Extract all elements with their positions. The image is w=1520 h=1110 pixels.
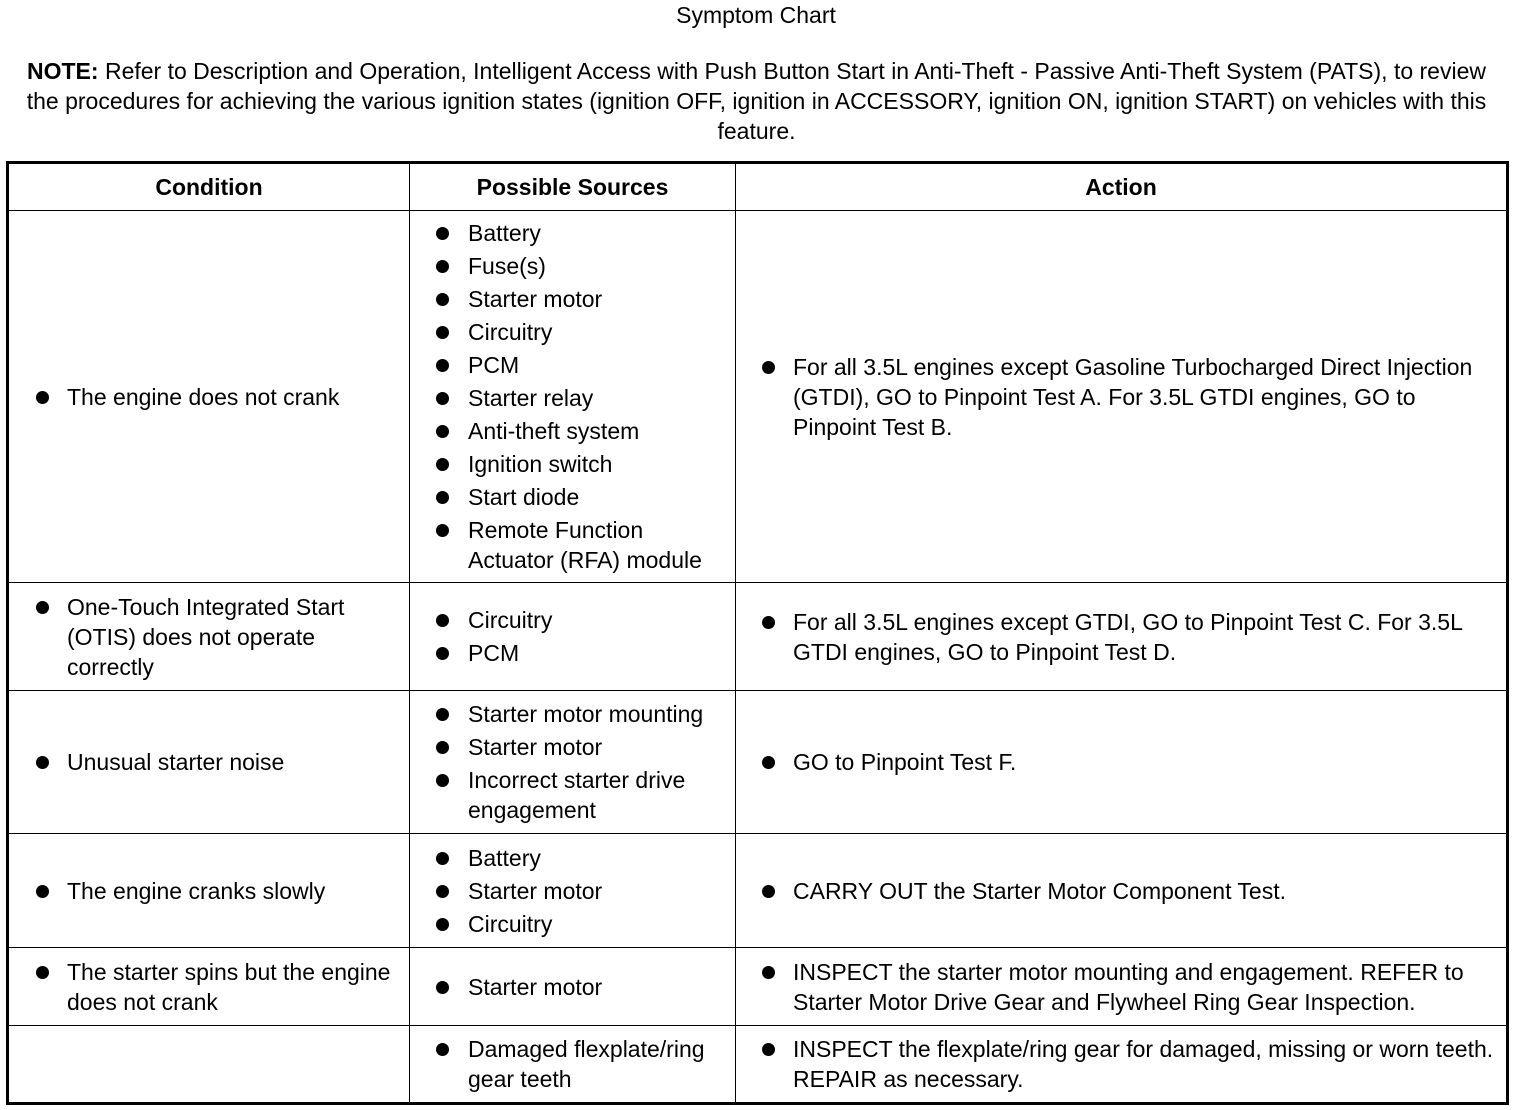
source-item bbox=[410, 251, 735, 281]
source-text: Start diode bbox=[468, 484, 580, 510]
bullet-icon bbox=[436, 392, 449, 405]
bullet-icon bbox=[436, 491, 449, 504]
source-item bbox=[410, 218, 735, 248]
source-text: Starter motor mounting bbox=[468, 701, 704, 727]
source-text: Ignition switch bbox=[468, 451, 613, 477]
action-text: GO to Pinpoint Test F. bbox=[793, 749, 1017, 775]
action-text: CARRY OUT the Starter Motor Component Test. bbox=[793, 877, 1287, 904]
source-text: Battery bbox=[468, 844, 541, 871]
condition-item bbox=[9, 592, 409, 682]
action-item bbox=[736, 957, 1506, 1017]
source-item bbox=[410, 383, 735, 413]
table-row bbox=[8, 583, 1508, 691]
bullet-icon bbox=[436, 359, 449, 372]
source-text: Circuitry bbox=[468, 319, 553, 345]
bullet-icon bbox=[36, 966, 49, 979]
source-text: PCM bbox=[468, 352, 520, 378]
bullet-icon bbox=[436, 524, 449, 537]
sources-cell bbox=[410, 948, 736, 1026]
source-item bbox=[410, 638, 735, 668]
action-cell bbox=[736, 948, 1508, 1026]
source-text: Circuitry bbox=[468, 910, 553, 937]
action-item bbox=[736, 352, 1506, 442]
source-text: Starter motor bbox=[468, 877, 603, 904]
bullet-icon bbox=[36, 391, 49, 404]
action-text: INSPECT the flexplate/ring gear for damaged, missing or worn teeth. REPAIR as necessary. bbox=[793, 1036, 1494, 1092]
source-item bbox=[410, 449, 735, 479]
action-text: For all 3.5L engines except GTDI, GO to Pinpoint Test C. For 3.5L GTDI engines, GO to Pinpoint Test D. bbox=[793, 608, 1463, 665]
action-text: INSPECT the starter motor mounting and engagement. REFER to Starter Motor Drive Gear and Flywheel Ring Gear Inspection. bbox=[793, 958, 1464, 1015]
source-text: PCM bbox=[468, 640, 520, 666]
action-cell bbox=[736, 583, 1508, 691]
action-cell bbox=[736, 1026, 1508, 1104]
condition-cell bbox=[8, 583, 410, 691]
source-item bbox=[410, 843, 735, 873]
condition-text: The engine cranks slowly bbox=[67, 877, 326, 904]
bullet-icon bbox=[436, 614, 449, 627]
table-row bbox=[8, 948, 1508, 1026]
bullet-icon bbox=[436, 227, 449, 240]
source-item bbox=[410, 482, 735, 512]
bullet-icon bbox=[36, 601, 49, 614]
bullet-icon bbox=[436, 741, 449, 754]
note-text: Refer to Description and Operation, Intelligent Access with Push Button Start in Anti-Theft - Passive Anti-Theft System (PATS), to review the procedures for achieving the various ignition states (ignition OFF, ignition in ACCESSORY, ignition ON, ignition START) on vehicles with this feature. bbox=[26, 58, 1487, 144]
table-row bbox=[8, 834, 1508, 948]
bullet-icon bbox=[436, 1043, 449, 1056]
condition-cell bbox=[8, 691, 410, 834]
bullet-icon bbox=[436, 326, 449, 339]
bullet-icon bbox=[436, 647, 449, 660]
bullet-icon bbox=[36, 756, 49, 769]
source-item bbox=[410, 699, 735, 729]
condition-item bbox=[9, 382, 409, 412]
source-text: Remote Function Actuator (RFA) module bbox=[468, 517, 702, 573]
source-text: Starter relay bbox=[468, 385, 594, 411]
source-item bbox=[410, 605, 735, 635]
sources-cell bbox=[410, 211, 736, 583]
symptom-chart-table bbox=[6, 161, 1509, 1105]
note-paragraph bbox=[8, 56, 1505, 146]
note-label: NOTE: bbox=[27, 58, 99, 84]
header-condition: Condition bbox=[8, 163, 410, 211]
bullet-icon bbox=[436, 885, 449, 898]
condition-text: The engine does not crank bbox=[67, 383, 340, 410]
header-action: Action bbox=[736, 163, 1508, 211]
table-row bbox=[8, 691, 1508, 834]
bullet-icon bbox=[36, 885, 49, 898]
source-item bbox=[410, 876, 735, 906]
bullet-icon bbox=[436, 774, 449, 787]
source-item bbox=[410, 1034, 735, 1094]
page-title: Symptom Chart bbox=[676, 2, 836, 28]
table-row bbox=[8, 1026, 1508, 1104]
table-row bbox=[8, 211, 1508, 583]
condition-cell-empty bbox=[8, 1026, 410, 1104]
bullet-icon bbox=[436, 425, 449, 438]
header-possible-sources: Possible Sources bbox=[410, 163, 736, 211]
bullet-icon bbox=[762, 885, 775, 898]
bullet-icon bbox=[762, 616, 775, 629]
bullet-icon bbox=[762, 966, 775, 979]
source-item bbox=[410, 732, 735, 762]
bullet-icon bbox=[436, 458, 449, 471]
sources-cell bbox=[410, 583, 736, 691]
bullet-icon bbox=[436, 260, 449, 273]
source-text: Starter motor bbox=[468, 286, 603, 312]
action-item bbox=[736, 876, 1506, 906]
condition-text: One-Touch Integrated Start (OTIS) does not operate correctly bbox=[67, 593, 345, 680]
action-text: For all 3.5L engines except Gasoline Turbocharged Direct Injection (GTDI), GO to Pinpoint Test A. For 3.5L GTDI engines, GO to Pinpoint Test B. bbox=[793, 353, 1473, 440]
action-cell bbox=[736, 834, 1508, 948]
source-text: Fuse(s) bbox=[468, 253, 546, 279]
source-item bbox=[410, 909, 735, 939]
source-text: Starter motor bbox=[468, 734, 603, 760]
source-text: Circuitry bbox=[468, 607, 553, 633]
source-item bbox=[410, 972, 735, 1002]
condition-item bbox=[9, 876, 409, 906]
source-item bbox=[410, 765, 735, 825]
bullet-icon bbox=[762, 756, 775, 769]
sources-cell bbox=[410, 834, 736, 948]
source-item bbox=[410, 515, 735, 575]
source-text: Damaged flexplate/ring gear teeth bbox=[468, 1036, 705, 1092]
bullet-icon bbox=[762, 1043, 775, 1056]
source-text: Battery bbox=[468, 220, 541, 246]
condition-cell bbox=[8, 211, 410, 583]
action-cell bbox=[736, 691, 1508, 834]
condition-text: Unusual starter noise bbox=[67, 749, 285, 775]
condition-text: The starter spins but the engine does not crank bbox=[67, 958, 391, 1015]
source-text: Anti-theft system bbox=[468, 418, 640, 444]
source-item bbox=[410, 284, 735, 314]
sources-cell bbox=[410, 1026, 736, 1104]
bullet-icon bbox=[436, 852, 449, 865]
action-item bbox=[736, 1034, 1506, 1094]
source-text: Incorrect starter drive engagement bbox=[468, 767, 686, 823]
bullet-icon bbox=[436, 918, 449, 931]
source-item bbox=[410, 416, 735, 446]
source-text: Starter motor bbox=[468, 973, 603, 1000]
source-item bbox=[410, 317, 735, 347]
condition-cell bbox=[8, 834, 410, 948]
condition-cell bbox=[8, 948, 410, 1026]
table-header-row bbox=[8, 163, 1508, 211]
condition-item bbox=[9, 957, 409, 1017]
sources-cell bbox=[410, 691, 736, 834]
bullet-icon bbox=[436, 708, 449, 721]
bullet-icon bbox=[762, 361, 775, 374]
bullet-icon bbox=[436, 981, 449, 994]
action-cell bbox=[736, 211, 1508, 583]
source-item bbox=[410, 350, 735, 380]
condition-item bbox=[9, 747, 409, 777]
action-item bbox=[736, 607, 1506, 667]
action-item bbox=[736, 747, 1506, 777]
bullet-icon bbox=[436, 293, 449, 306]
